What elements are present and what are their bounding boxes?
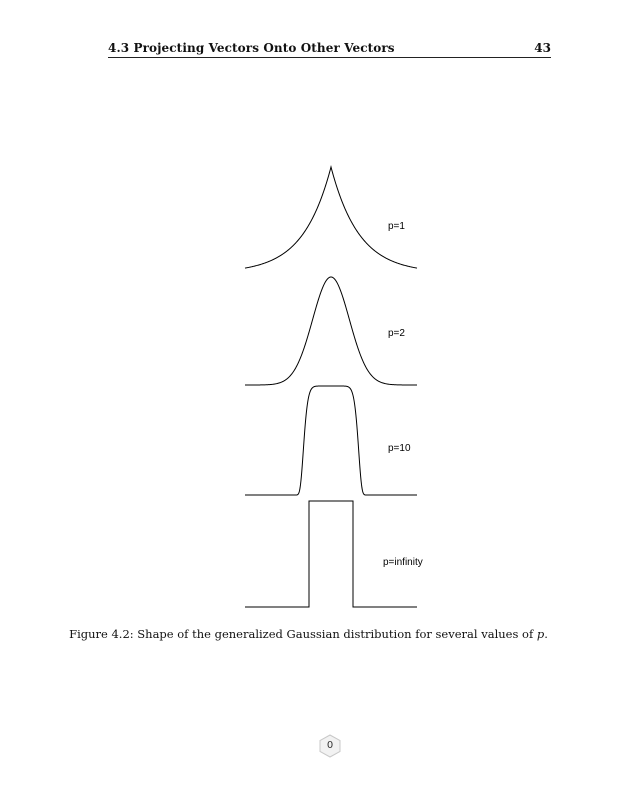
page-badge-label: 0	[326, 740, 334, 751]
curve-p10	[245, 386, 417, 495]
caption-text: Figure 4.2: Shape of the generalized Gaussian distribution for several values of	[69, 627, 537, 641]
label-p10: p=10	[388, 443, 411, 454]
curve-pinfinity	[245, 501, 417, 607]
page-number: 43	[534, 41, 551, 55]
label-pinfinity: p=infinity	[383, 557, 423, 568]
section-title: 4.3 Projecting Vectors Onto Other Vectors	[108, 41, 395, 55]
label-p2: p=2	[388, 328, 405, 339]
page-badge[interactable]	[318, 734, 342, 758]
figure-caption	[60, 627, 557, 641]
curve-p1	[245, 167, 417, 268]
caption-math-p: p	[536, 627, 545, 641]
label-p1: p=1	[388, 221, 405, 232]
caption-end: .	[544, 627, 548, 641]
